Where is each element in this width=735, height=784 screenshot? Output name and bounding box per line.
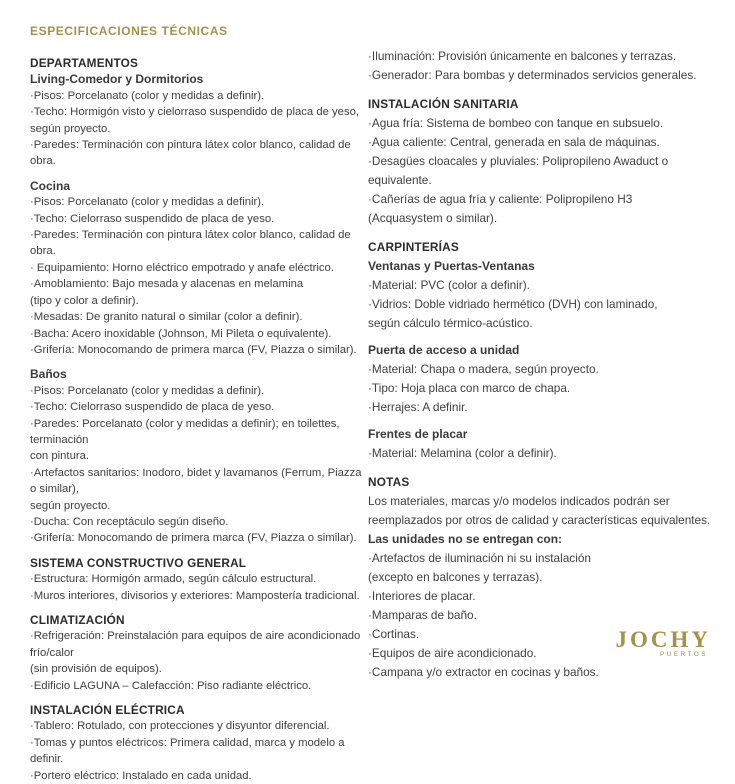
group-subtitle: Frentes de placar [368, 427, 468, 441]
spec-line: según proyecto. [30, 499, 111, 512]
group-subtitle: Baños [30, 367, 67, 382]
spec-group [30, 178, 368, 358]
spec-line: ·Material: PVC (color a definir). [368, 278, 530, 292]
right-column [368, 47, 717, 784]
spec-line: ·Interiores de placar. [368, 589, 476, 603]
spec-line: ·Muros interiores, divisorios y exteriores: Mampostería tradicional. [30, 589, 360, 602]
spec-group [30, 71, 368, 169]
group-subtitle: Living-Comedor y Dormitorios [30, 72, 204, 87]
spec-line: ·Bacha: Acero inoxidable (Johnson, Mi Pileta o equivalente). [30, 327, 332, 340]
spec-line: ·Estructura: Hormigón armado, según cálculo estructural. [30, 573, 317, 586]
spec-line: según cálculo térmico-acústico. [368, 316, 533, 330]
spec-line: ·Techo: Cielorraso suspendido de placa de yeso. [30, 401, 275, 414]
spec-line: Los materiales, marcas y/o modelos indicados podrán ser [368, 494, 670, 508]
section-title: NOTAS [368, 475, 410, 489]
spec-line: ·Desagües cloacales y pluviales: Polipropileno Awaduct o equivalente. [368, 154, 669, 187]
spec-group [368, 257, 717, 333]
spec-line: · Equipamiento: Horno eléctrico empotrado y anafe eléctrico. [30, 261, 334, 274]
spec-line: ·Grifería: Monocomando de primera marca (FV, Piazza o similar). [30, 532, 357, 545]
spec-line: ·Mesadas: De granito natural o similar (color a definir). [30, 311, 303, 324]
spec-line: ·Mamparas de baño. [368, 608, 477, 622]
spec-line: según proyecto. [30, 122, 111, 135]
spec-line: ·Paredes: Terminación con pintura látex color blanco, calidad de obra. [30, 139, 351, 168]
section-title: SISTEMA CONSTRUCTIVO GENERAL [30, 555, 247, 570]
spec-section [30, 55, 368, 547]
spec-line: ·Campana y/o extractor en cocinas y baños. [368, 665, 599, 679]
spec-section [368, 238, 717, 463]
spec-line: ·Equipos de aire acondicionado. [368, 646, 537, 660]
section-title: INSTALACIÓN SANITARIA [368, 97, 519, 111]
spec-line: ·Material: Chapa o madera, según proyecto. [368, 362, 599, 376]
spec-section [30, 555, 368, 604]
page-title: ESPECIFICACIONES TÉCNICAS [30, 24, 228, 38]
group-subtitle: Ventanas y Puertas-Ventanas [368, 259, 535, 273]
spec-section [30, 612, 368, 694]
spec-line: ·Amoblamiento: Bajo mesada y alacenas en melamina [30, 278, 304, 291]
left-column [30, 47, 368, 784]
spec-line: ·Agua fría: Sistema de bombeo con tanque en subsuelo. [368, 116, 664, 130]
spec-line: ·Vidrios: Doble vidriado hermético (DVH) con laminado, [368, 297, 658, 311]
two-column-layout [30, 47, 717, 784]
spec-line: ·Pisos: Porcelanato (color y medidas a definir). [30, 384, 265, 397]
spec-group [368, 47, 717, 85]
spec-line: ·Ducha: Con receptáculo según diseño. [30, 515, 229, 528]
spec-line: ·Cañerías de agua fría y caliente: Polipropileno H3 [368, 192, 633, 206]
brand-tagline: PUERTOS [660, 651, 708, 658]
spec-line: ·Tablero: Rotulado, con protecciones y disyuntor diferencial. [30, 720, 330, 733]
spec-line: ·Generador: Para bombas y determinados servicios generales. [368, 68, 697, 82]
brand-logo [616, 628, 712, 658]
spec-line: ·Artefactos de iluminación ni su instalación [368, 551, 591, 565]
spec-line: ·Paredes: Porcelanato (color y medidas a definir); en toilettes, terminación [30, 417, 340, 446]
brand-wordmark: JOCHY [615, 627, 711, 652]
spec-line: ·Portero eléctrico: Instalado en cada unidad. [30, 769, 252, 782]
spec-line: ·Tomas y puntos eléctricos: Primera calidad, marca y modelo a definir. [30, 736, 345, 766]
spec-line: (tipo y color a definir). [30, 294, 139, 307]
section-title: INSTALACIÓN ELÉCTRICA [30, 703, 185, 718]
spec-line: ·Iluminación: Provisión únicamente en balcones y terrazas. [368, 49, 677, 63]
spec-line: reemplazados por otros de calidad y características equivalentes. [368, 513, 711, 527]
spec-line: ·Grifería: Monocomando de primera marca (FV, Piazza o similar). [30, 343, 357, 356]
group-subtitle: Las unidades no se entregan con: [368, 532, 563, 546]
spec-line: ·Pisos: Porcelanato (color y medidas a definir). [30, 89, 265, 102]
spec-group [368, 425, 717, 463]
spec-line: (excepto en balcones y terrazas). [368, 570, 543, 584]
spec-group [30, 718, 368, 784]
section-title: CARPINTERÍAS [368, 240, 459, 254]
spec-line: ·Techo: Cielorraso suspendido de placa de yeso. [30, 212, 275, 225]
spec-group [368, 492, 717, 530]
spec-line: ·Herrajes: A definir. [368, 400, 468, 414]
spec-group [30, 628, 368, 694]
spec-line: ·Agua caliente: Central, generada en sala de máquinas. [368, 135, 660, 149]
spec-line: ·Artefactos sanitarios: Inodoro, bidet y lavamanos (Ferrum, Piazza o similar), [30, 466, 362, 496]
spec-section [30, 702, 368, 784]
spec-line: ·Cortinas. [368, 627, 420, 641]
spec-group [30, 366, 368, 546]
spec-group [368, 530, 717, 682]
spec-line: ·Pisos: Porcelanato (color y medidas a definir). [30, 196, 265, 209]
spec-line: (Acquasystem o similar). [368, 211, 498, 225]
spec-line: ·Material: Melamina (color a definir). [368, 446, 557, 460]
spec-line: ·Paredes: Terminación con pintura látex color blanco, calidad de obra. [30, 229, 351, 258]
section-title: DEPARTAMENTOS [30, 56, 139, 70]
spec-group [30, 571, 368, 604]
group-subtitle: Puerta de acceso a unidad [368, 343, 520, 357]
spec-line: ·Tipo: Hoja placa con marco de chapa. [368, 381, 571, 395]
spec-line: ·Refrigeración: Preinstalación para equipos de aire acondicionado frío/calor [30, 630, 361, 659]
spec-section [368, 95, 717, 228]
group-subtitle: Cocina [30, 178, 71, 193]
spec-group [368, 114, 717, 228]
spec-group [368, 341, 717, 417]
spec-line: ·Techo: Hormigón visto y cielorraso suspendido de placa de yeso, [30, 106, 360, 119]
spec-line: con pintura. [30, 450, 90, 463]
spec-line: (sin provisión de equipos). [30, 663, 162, 676]
section-title: CLIMATIZACIÓN [30, 613, 125, 627]
spec-line: ·Edificio LAGUNA – Calefacción: Piso radiante eléctrico. [30, 679, 312, 692]
spec-section [368, 47, 717, 85]
